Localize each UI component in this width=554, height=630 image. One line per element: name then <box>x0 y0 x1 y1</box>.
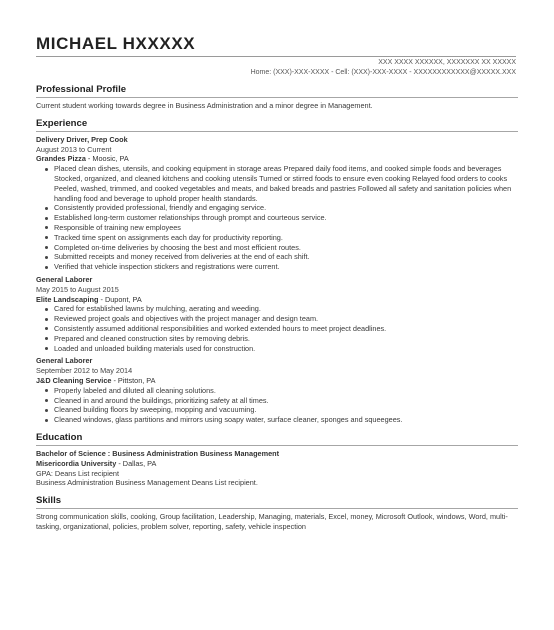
duty-item: Established long-term customer relationships through prompt and courteous service. <box>54 213 518 223</box>
company-name: J&D Cleaning Service <box>36 375 112 385</box>
profile-text: Current student working towards degree in Business Administration and a minor degree in Management. <box>36 101 373 110</box>
duty-item: Verified that vehicle inspection stickers and registrations were current. <box>54 262 518 272</box>
education-note: Business Administration Business Management Deans List recipient. <box>36 478 258 488</box>
job-entry <box>36 356 518 425</box>
section-title-skills: Skills <box>36 495 62 507</box>
section-title-education: Education <box>36 431 83 443</box>
job-entry <box>36 135 518 272</box>
experience-section <box>36 118 518 425</box>
job-dates: August 2013 to Current <box>36 144 112 154</box>
company-line <box>36 376 518 386</box>
company-name: Elite Landscaping <box>36 294 99 304</box>
company-line <box>36 295 518 305</box>
duty-item: Cleaned windows, glass partitions and mirrors using soapy water, surface cleaner, sponges and squeegees. <box>54 415 518 425</box>
duty-item: Consistently provided professional, friendly and engaging service. <box>54 203 518 213</box>
section-divider <box>36 131 518 132</box>
school-location: - Dallas, PA <box>116 458 157 468</box>
education-section <box>36 432 518 488</box>
job-entry <box>36 275 518 353</box>
duty-item: Loaded and unloaded building materials used for construction. <box>54 344 518 354</box>
school-line <box>36 459 518 469</box>
duty-item: Placed clean dishes, utensils, and cooking equipment in storage areas Prepared daily food items, and cooked simple foods and beverages Stocked, organized, and cleaned kitchens and cooking utensils Turned or stirred foods to ensure even cooking Relayed food orders to cooks Peeled, washed, trimmed, and cooked vegetables and meats, and baked breads and pastries Followed all safety and sanitation policies when handling food and beverage to uphold proper health standards. <box>54 164 518 203</box>
section-title-experience: Experience <box>36 117 88 129</box>
duty-item: Cleaned building floors by sweeping, mopping and vacuuming. <box>54 405 518 415</box>
job-dates: September 2012 to May 2014 <box>36 366 133 376</box>
candidate-name: MICHAEL HXXXXX <box>36 34 196 53</box>
contact-line: Home: (XXX)-XXX-XXXX - Cell: (XXX)-XXX-XXXX - XXXXXXXXXXXX@XXXXX.XXX <box>250 69 516 76</box>
job-title: General Laborer <box>36 356 93 366</box>
duty-item: Responsible of training new employees <box>54 223 518 233</box>
duty-item: Prepared and cleaned construction sites by removing debris. <box>54 334 518 344</box>
job-title: Delivery Driver, Prep Cook <box>36 134 128 144</box>
gpa-line: GPA: Deans List recipient <box>36 468 120 478</box>
skills-section <box>36 495 518 532</box>
skills-text: Strong communication skills, cooking, Group facilitation, Leadership, Managing, materials, Excel, money, Microsoft Outlook, windows, Word, multi-tasking, organizational, policies, problem solver, reporting, safety, vehicle inspection <box>36 512 508 531</box>
degree-line: Bachelor of Science : Business Administration Business Management <box>36 448 280 458</box>
job-duties <box>36 386 518 425</box>
duty-item: Properly labeled and diluted all cleaning solutions. <box>54 386 518 396</box>
company-name: Grandes Pizza <box>36 154 86 164</box>
section-divider <box>36 97 518 98</box>
profile-section <box>36 84 518 111</box>
address-line: XXX XXXX XXXXXX, XXXXXXX XX XXXXX <box>378 59 516 66</box>
section-title-profile: Professional Profile <box>36 84 127 95</box>
duty-item: Completed on-time deliveries by choosing the best and most efficient routes. <box>54 243 518 253</box>
school-name: Misericordia University <box>36 458 117 468</box>
company-location: - Moosic, PA <box>85 154 129 164</box>
duty-item: Submitted receipts and money received from deliveries at the end of each shift. <box>54 252 518 262</box>
company-location: - Pittston, PA <box>111 375 156 385</box>
section-divider <box>36 445 518 446</box>
duty-item: Reviewed project goals and objectives with the project manager and design team. <box>54 314 518 324</box>
duty-item: Cared for established lawns by mulching, aerating and weeding. <box>54 304 518 314</box>
company-location: - Dupont, PA <box>98 294 142 304</box>
resume-body <box>36 84 518 539</box>
job-duties <box>36 164 518 272</box>
header-divider <box>36 56 516 57</box>
section-divider <box>36 508 518 509</box>
job-duties <box>36 304 518 353</box>
job-dates: May 2015 to August 2015 <box>36 284 119 294</box>
company-line <box>36 154 518 164</box>
duty-item: Tracked time spent on assignments each day for productivity reporting. <box>54 233 518 243</box>
duty-item: Cleaned in and around the buildings, prioritizing safety at all times. <box>54 396 518 406</box>
job-title: General Laborer <box>36 274 93 284</box>
duty-item: Consistently assumed additional responsibilities and worked extended hours to meet project deadlines. <box>54 324 518 334</box>
